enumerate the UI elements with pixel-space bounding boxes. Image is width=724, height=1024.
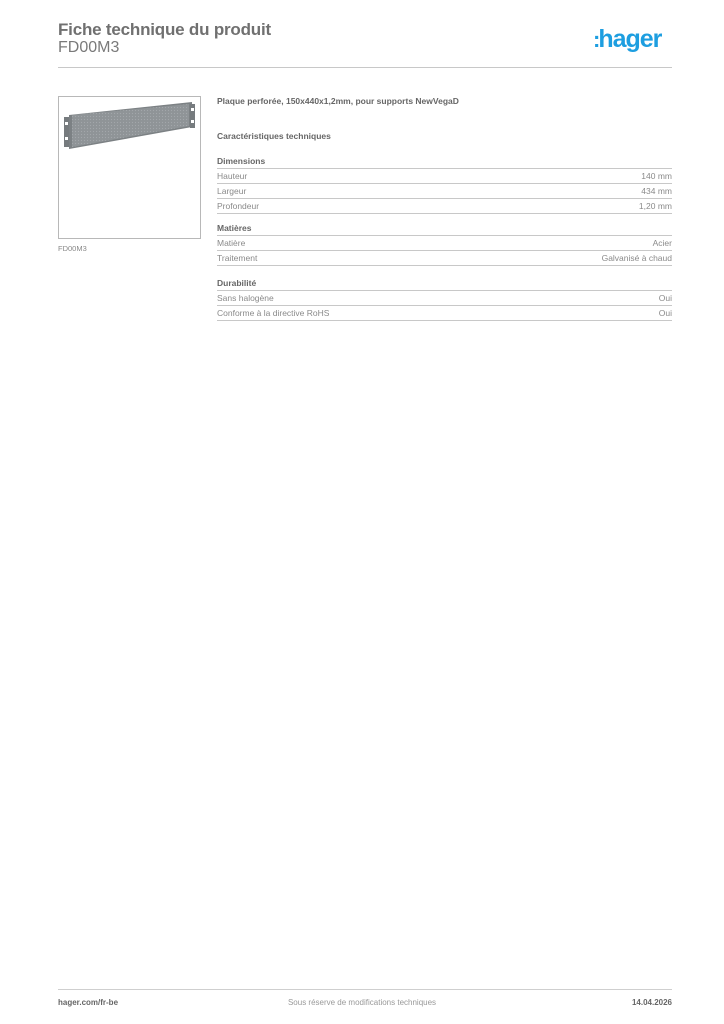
spec-row xyxy=(217,251,672,266)
image-caption: FD00M3 xyxy=(58,244,87,253)
specs-title: Caractéristiques techniques xyxy=(217,131,331,141)
section-heading: Durabilité xyxy=(217,276,672,291)
perforated-plate-icon xyxy=(59,97,200,238)
spec-value: 1,20 mm xyxy=(638,201,672,211)
spec-value: Galvanisé à chaud xyxy=(601,253,672,263)
section-heading: Dimensions xyxy=(217,154,672,169)
spec-value: Acier xyxy=(652,238,672,248)
spec-row xyxy=(217,199,672,214)
spec-row xyxy=(217,184,672,199)
product-description: Plaque perforée, 150x440x1,2mm, pour supports NewVegaD xyxy=(217,96,459,106)
section-materials xyxy=(217,221,672,266)
spec-label: Conforme à la directive RoHS xyxy=(217,308,330,318)
footer-divider xyxy=(58,989,672,990)
logo-colon: : xyxy=(593,27,600,52)
spec-label: Largeur xyxy=(217,186,247,196)
spec-value: Oui xyxy=(658,308,672,318)
spec-value: 434 mm xyxy=(641,186,672,196)
spec-value: 140 mm xyxy=(641,171,672,181)
spec-row xyxy=(217,306,672,321)
hager-logo xyxy=(593,27,661,52)
section-heading: Matières xyxy=(217,221,672,236)
logo-text: hager xyxy=(598,25,662,53)
footer-disclaimer: Sous réserve de modifications techniques xyxy=(287,998,437,1007)
section-dimensions xyxy=(217,154,672,214)
spec-label: Matière xyxy=(217,238,246,248)
spec-row xyxy=(217,291,672,306)
spec-row xyxy=(217,236,672,251)
spec-label: Profondeur xyxy=(217,201,260,211)
product-reference: FD00M3 xyxy=(58,39,120,56)
product-image xyxy=(58,96,201,239)
spec-label: Sans halogène xyxy=(217,293,274,303)
footer-date: 14.04.2026 xyxy=(631,998,672,1007)
footer-website-link[interactable]: hager.com/fr-be xyxy=(58,998,119,1007)
spec-row xyxy=(217,169,672,184)
spec-label: Hauteur xyxy=(217,171,248,181)
section-durability xyxy=(217,276,672,321)
header-divider xyxy=(58,67,672,68)
spec-label: Traitement xyxy=(217,253,258,263)
page-title: Fiche technique du produit xyxy=(58,20,271,39)
spec-value: Oui xyxy=(658,293,672,303)
